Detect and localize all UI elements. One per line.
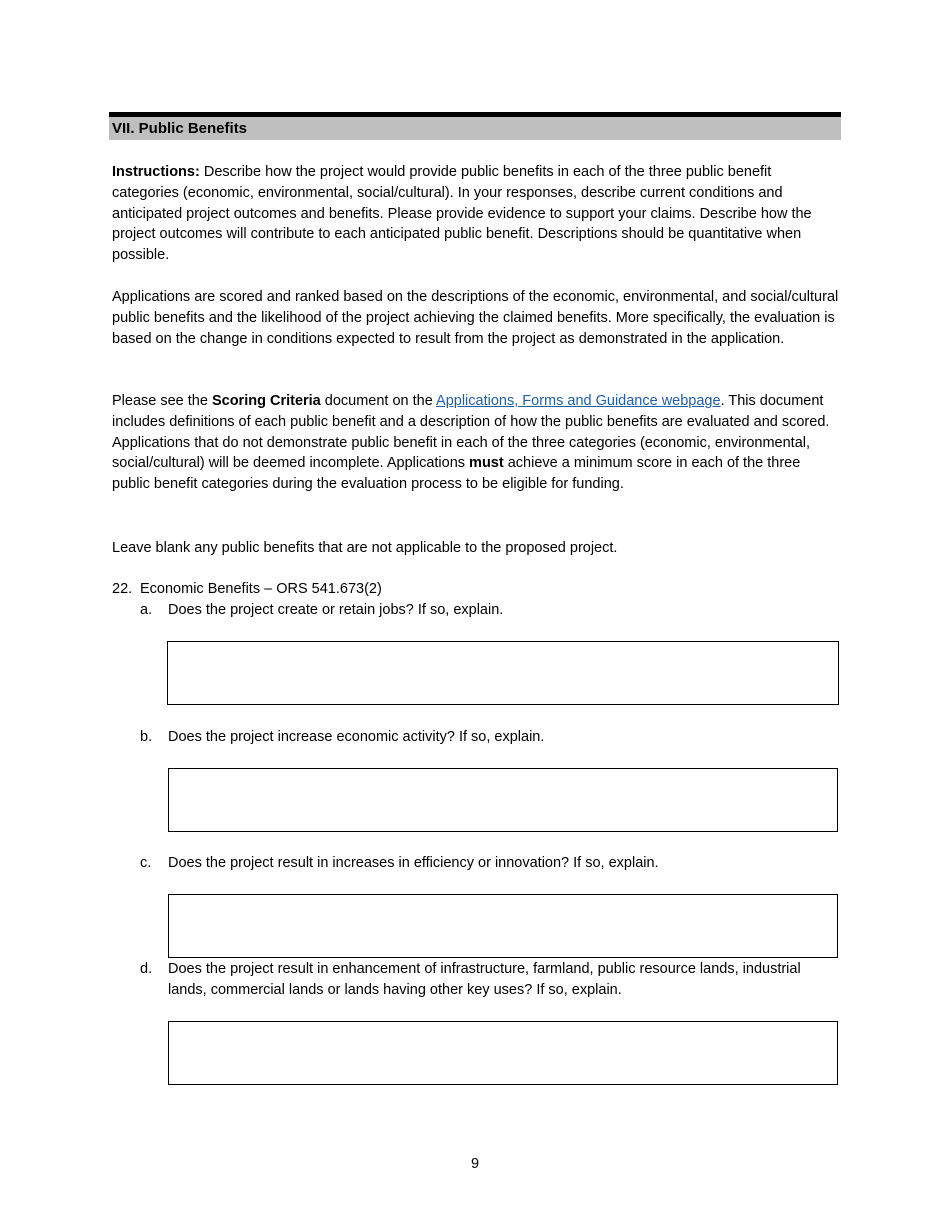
subquestion-letter: a. bbox=[140, 602, 153, 618]
subquestion-text: Does the project increase economic activity? If so, explain. bbox=[168, 729, 545, 745]
scoring-criteria-bold: Scoring Criteria bbox=[211, 393, 321, 409]
question-number: 22. bbox=[112, 581, 133, 597]
must-bold: must bbox=[469, 455, 504, 472]
instructions-paragraph bbox=[112, 162, 840, 266]
criteria-text-2: document on the bbox=[320, 393, 437, 409]
subquestion-text: Does the project result in enhancement of infrastructure, farmland, public resource lands, industrial lands, commercial lands or lands having other key uses? If so, explain. bbox=[168, 961, 801, 998]
answer-box-d[interactable] bbox=[168, 1021, 838, 1085]
page-number: 9 bbox=[470, 1156, 480, 1172]
instructions-label: Instructions: bbox=[112, 164, 200, 180]
guidance-webpage-link[interactable]: Applications, Forms and Guidance webpage bbox=[436, 393, 721, 409]
question-22 bbox=[112, 579, 382, 600]
criteria-text-4: achieve a minimum score in each of the three public benefit categories during the evaluation process to be eligible for funding. bbox=[112, 455, 801, 493]
criteria-text-3: . This document includes definitions of each public benefit and a description of how the public benefits are evaluated and scored. Applications that do not demonstrate public benefit in each of the three categories (economic, environmental, social/cultural) will be deemed incomplete. Applications bbox=[112, 393, 830, 472]
question-title: Economic Benefits – ORS 541.673(2) bbox=[140, 581, 382, 597]
answer-box-b[interactable] bbox=[168, 768, 838, 832]
section-title: VII. Public Benefits bbox=[112, 120, 248, 137]
instructions-text: Describe how the project would provide public benefits in each of the three public benefit categories (economic, environmental, social/cultural). In your responses, describe current conditions and anticipated project outcomes and benefits. Please provide evidence to support your claims. Describe how the project outcomes will contribute to each anticipated public benefit. Descriptions should be quantitative when possible. bbox=[112, 164, 812, 264]
answer-box-c[interactable] bbox=[168, 894, 838, 958]
subquestion-text: Does the project create or retain jobs? If so, explain. bbox=[168, 602, 504, 618]
subquestion-letter: d. bbox=[140, 961, 153, 977]
criteria-text-1: Please see the bbox=[112, 393, 212, 409]
criteria-paragraph bbox=[112, 391, 840, 495]
answer-box-a[interactable] bbox=[167, 641, 839, 705]
subquestion-text: Does the project result in increases in efficiency or innovation? If so, explain. bbox=[168, 855, 659, 871]
subquestion-letter: c. bbox=[140, 855, 152, 871]
blank-note: Leave blank any public benefits that are not applicable to the proposed project. bbox=[112, 540, 618, 556]
section-header bbox=[109, 112, 841, 140]
scoring-paragraph: Applications are scored and ranked based on the descriptions of the economic, environmental, and social/cultural public benefits and the likelihood of the project achieving the claimed benefits. More specifically, the evaluation is based on the change in conditions expected to result from the project as demonstrated in the application. bbox=[112, 289, 839, 347]
subquestion-letter: b. bbox=[140, 729, 153, 745]
